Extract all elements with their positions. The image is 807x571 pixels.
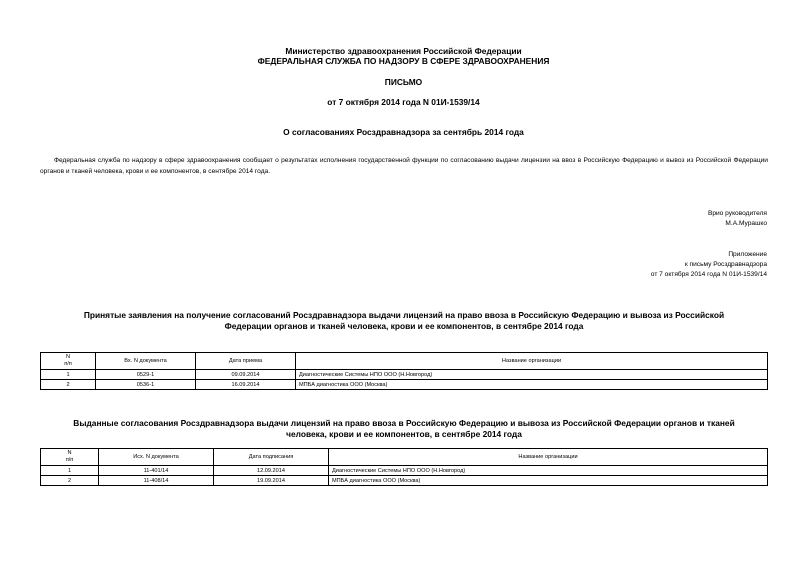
signature-name: М.А.Мурашко [725,220,767,227]
doc-date-number: от 7 октября 2014 года N 01И-1539/14 [327,97,480,107]
col-num-header: N п/п [41,353,96,370]
col-doc-header: Исх. N документа [99,449,214,466]
col-org-header: Название организации [296,353,768,370]
appendix-line1: Приложение [728,251,767,258]
accepted-applications-table [40,352,768,390]
ministry-name: Министерство здравоохранения Российской Федерации [285,46,522,56]
section2-title-line1: Выданные согласования Росздравнадзора выдачи лицензий на право ввоза в Российскую Федерацию и вывоза из Российской Федерации органов и тканей [73,418,735,428]
section1-title-line1: Принятые заявления на получение согласований Росздравнадзора выдачи лицензий на право ввоза в Российскую Федерацию и вывоза из Российской [83,310,725,320]
section1-title-line2: Федерации органов и тканей человека, крови и ее компонентов, в сентябре 2014 года [224,321,584,331]
table-row: 2 0536-1 16.09.2014 МПБА диагностика ООО (Москва) [41,380,768,390]
body-paragraph: Федеральная служба по надзору в сфере здравоохранения сообщает о результатах исполнения государственной функции по согласованию выдачи лицензии на ввоз в Российскую Федерацию и вывоз из Российской Федерации органов и тканей человека, крови и ее компонентов, в сентябре 2014 года. [40,157,768,175]
doc-subject: О согласованиях Росздравнадзора за сентябрь 2014 года [283,127,524,137]
signature-position: Врио руководителя [707,210,767,217]
col-org-header: Название организации [329,449,768,466]
appendix-line3: от 7 октября 2014 года N 01И-1539/14 [650,271,767,278]
table-row: 1 0529-1 09.09.2014 Диагностические Системы НПО ООО (Н.Новгород) [41,370,768,380]
section1-title [40,310,768,332]
service-name: ФЕДЕРАЛЬНАЯ СЛУЖБА ПО НАДЗОРУ В СФЕРЕ ЗДРАВООХРАНЕНИЯ [257,56,550,66]
section2-title-line2: человека, крови и ее компонентов, в сентябре 2014 года [286,429,522,439]
col-date-header: Дата подписания [214,449,329,466]
table-header-row [41,449,768,466]
table-header-row [41,353,768,370]
col-date-header: Дата приема [196,353,296,370]
table-row: 2 11-408/14 19.09.2014 МПБА диагностика ООО (Москва) [41,476,768,486]
section2-title [40,418,768,440]
signature-block [708,209,767,229]
doc-type: ПИСЬМО [384,77,423,87]
col-num-header: N п/п [41,449,99,466]
appendix-line2: к письму Росздравнадзора [684,261,767,268]
table-row: 1 11-401/14 12.09.2014 Диагностические Системы НПО ООО (Н.Новгород) [41,466,768,476]
appendix-block [651,250,767,280]
col-doc-header: Вх. N документа [96,353,196,370]
issued-approvals-table [40,448,768,486]
